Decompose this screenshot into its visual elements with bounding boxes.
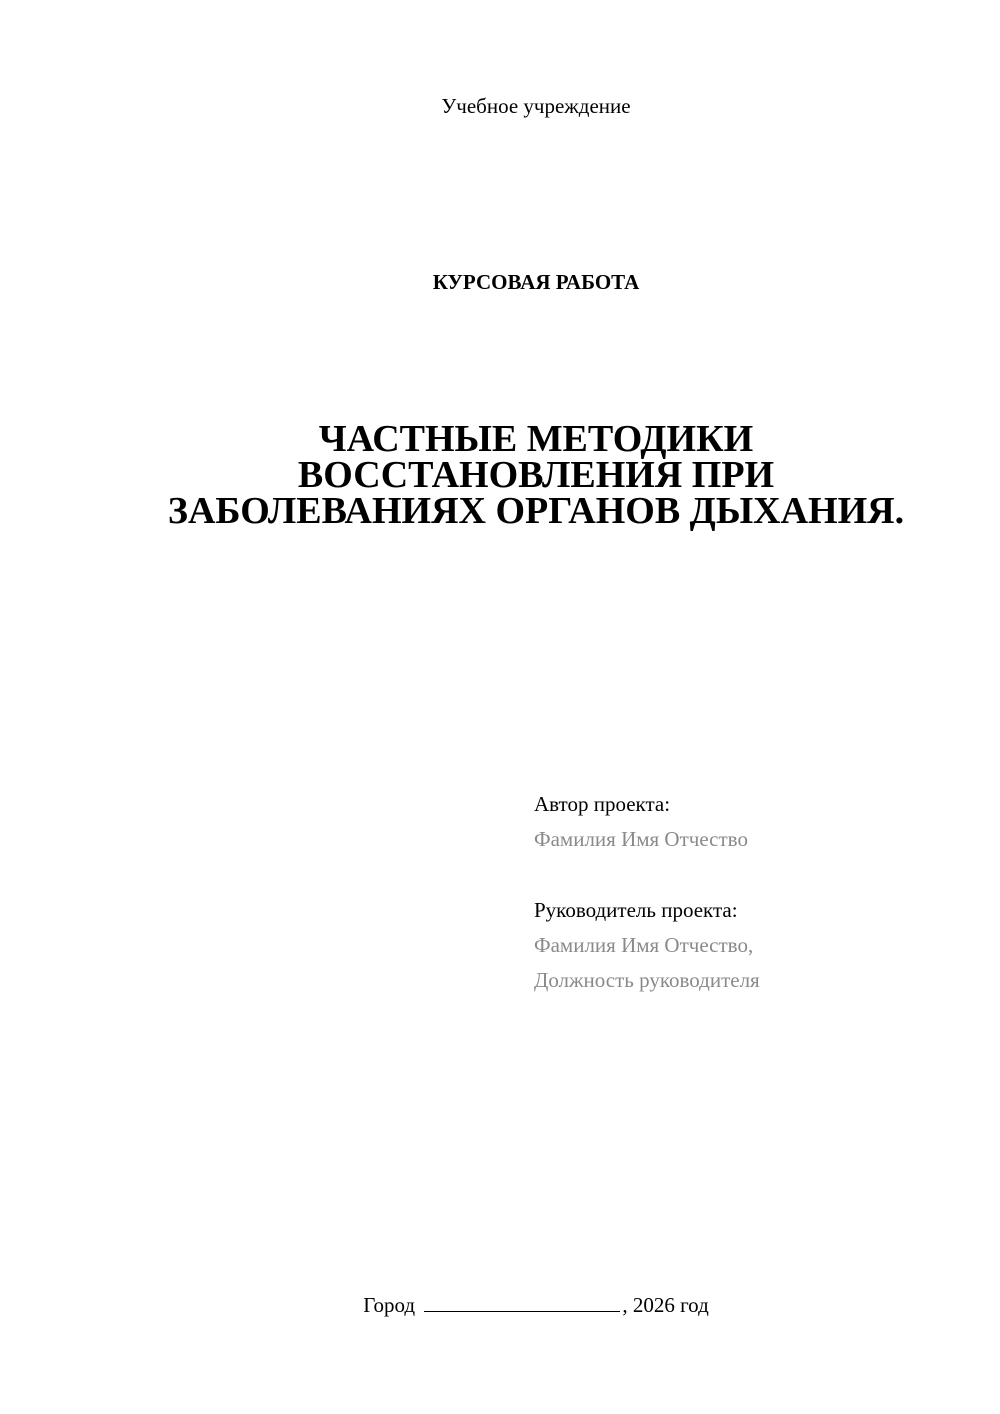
- supervisor-position: Должность руководителя: [534, 968, 760, 992]
- year-text: , 2026 год: [622, 1293, 709, 1317]
- title-line-2: ВОССТАНОВЛЕНИЯ ПРИ: [297, 454, 775, 496]
- title-line-1: ЧАСТНЫЕ МЕТОДИКИ: [318, 418, 754, 460]
- supervisor-label: Руководитель проекта:: [534, 898, 738, 922]
- credits-spacer: [534, 857, 974, 893]
- author-name: Фамилия Имя Отчество: [534, 827, 748, 851]
- work-type-heading: КУРСОВАЯ РАБОТА: [432, 270, 640, 294]
- document-title: [0, 418, 1000, 532]
- city-blank-line: [424, 1310, 620, 1312]
- credits-block: [534, 787, 974, 998]
- supervisor-name: Фамилия Имя Отчество,: [534, 933, 754, 957]
- city-label: Город: [363, 1293, 416, 1317]
- author-label: Автор проекта:: [534, 792, 671, 816]
- footer-city-year: [0, 1290, 1000, 1320]
- title-line-3: ЗАБОЛЕВАНИЯХ ОРГАНОВ ДЫХАНИЯ.: [167, 490, 905, 532]
- institution-name: Учебное учреждение: [441, 94, 631, 118]
